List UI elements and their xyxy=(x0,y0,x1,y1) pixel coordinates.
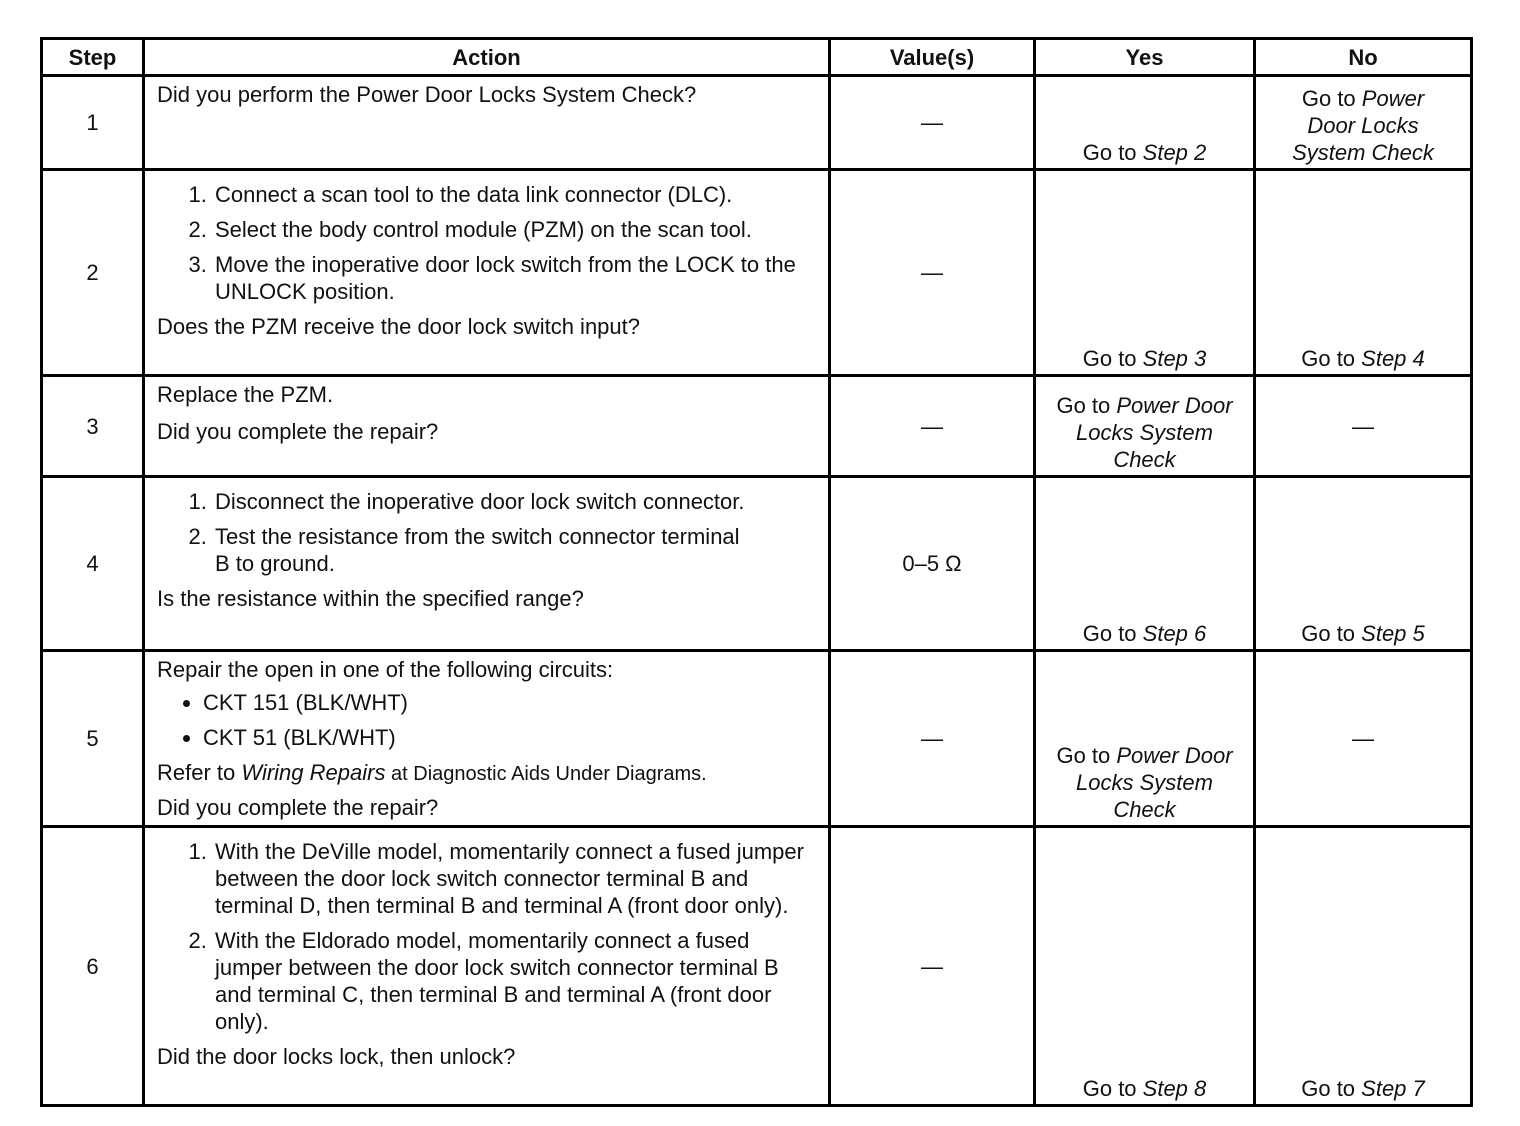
action-cell xyxy=(144,477,830,651)
table-row xyxy=(42,477,1472,651)
question-text: Did the door locks lock, then unlock? xyxy=(157,1044,516,1069)
list-item: 2. Test the resistance from the switch connector terminal B to ground. xyxy=(213,523,758,577)
step-number: 2 xyxy=(42,170,144,376)
yes-link[interactable]: Step 8 xyxy=(1142,1076,1207,1101)
list-item: 3. Move the inoperative door lock switch from the LOCK to the UNLOCK position. xyxy=(213,251,818,305)
no-cell: Go to Step 7 xyxy=(1255,827,1472,1106)
list-item: 1. Connect a scan tool to the data link connector (DLC). xyxy=(213,181,818,208)
list-item: 1. With the DeVille model, momentarily connect a fused jumper between the door lock switch connector terminal B and terminal D, then terminal B and terminal A (front door only). xyxy=(213,838,818,919)
header-yes: Yes xyxy=(1035,39,1255,76)
list-item: 2. Select the body control module (PZM) on the scan tool. xyxy=(213,216,818,243)
table-row xyxy=(42,76,1472,170)
no-cell: Go to Power Door Locks System Check xyxy=(1255,76,1472,170)
instruction-list xyxy=(157,488,818,577)
refer-text: Refer to Wiring Repairs at Diagnostic Aids Under Diagrams. xyxy=(157,760,707,785)
yes-cell: Go to Step 6 xyxy=(1035,477,1255,651)
table-row xyxy=(42,827,1472,1106)
yes-link[interactable]: Step 6 xyxy=(1142,621,1207,646)
question-text: Did you complete the repair? xyxy=(157,795,439,820)
step-number: 1 xyxy=(42,76,144,170)
value-cell: — xyxy=(830,76,1035,170)
yes-link[interactable]: Step 3 xyxy=(1142,346,1207,371)
no-cell: — xyxy=(1255,651,1472,827)
no-cell: Go to Step 4 xyxy=(1255,170,1472,376)
diagnostic-table xyxy=(40,37,1473,1107)
header-row xyxy=(42,39,1472,76)
action-cell xyxy=(144,376,830,477)
list-item: • CKT 51 (BLK/WHT) xyxy=(203,724,818,751)
no-cell: Go to Step 5 xyxy=(1255,477,1472,651)
yes-cell: Go to Step 3 xyxy=(1035,170,1255,376)
header-action: Action xyxy=(144,39,830,76)
question-text: Is the resistance within the specified range? xyxy=(157,586,584,611)
yes-cell: Go to Power Door Locks System Check xyxy=(1035,376,1255,477)
action-cell xyxy=(144,827,830,1106)
question-text: Did you complete the repair? xyxy=(157,419,439,444)
header-values: Value(s) xyxy=(830,39,1035,76)
intro-text: Replace the PZM. xyxy=(157,382,334,407)
no-link[interactable]: Step 7 xyxy=(1361,1076,1425,1101)
intro-text: Repair the open in one of the following circuits: xyxy=(157,657,614,682)
instruction-list xyxy=(157,838,818,1035)
yes-link[interactable]: Power Door Locks System Check xyxy=(1076,393,1233,472)
list-item: 2. With the Eldorado model, momentarily connect a fused jumper between the door lock switch connector terminal B and terminal C, then terminal B and terminal A (front door only). xyxy=(213,927,818,1035)
yes-cell: Go to Step 8 xyxy=(1035,827,1255,1106)
list-item: 1. Disconnect the inoperative door lock switch connector. xyxy=(213,488,758,515)
yes-cell: Go to Power Door Locks System Check xyxy=(1035,651,1255,827)
value-cell: — xyxy=(830,651,1035,827)
no-cell: — xyxy=(1255,376,1472,477)
table-row xyxy=(42,376,1472,477)
circuit-list xyxy=(157,689,818,751)
no-link[interactable]: Step 5 xyxy=(1361,621,1425,646)
header-step: Step xyxy=(42,39,144,76)
header-no: No xyxy=(1255,39,1472,76)
question-text: Does the PZM receive the door lock switch input? xyxy=(157,314,641,339)
table-row xyxy=(42,651,1472,827)
question-text: Did you perform the Power Door Locks System Check? xyxy=(157,82,697,107)
wiring-repairs-link[interactable]: Wiring Repairs xyxy=(241,760,386,785)
action-cell xyxy=(144,651,830,827)
action-cell xyxy=(144,76,830,170)
value-cell: — xyxy=(830,376,1035,477)
value-cell: — xyxy=(830,170,1035,376)
action-cell xyxy=(144,170,830,376)
yes-link[interactable]: Power Door Locks System Check xyxy=(1076,743,1233,822)
instruction-list xyxy=(157,181,818,305)
yes-cell: Go to Step 2 xyxy=(1035,76,1255,170)
no-link[interactable]: Step 4 xyxy=(1361,346,1425,371)
no-link[interactable]: Power Door Locks System Check xyxy=(1292,86,1434,165)
step-number: 3 xyxy=(42,376,144,477)
step-number: 6 xyxy=(42,827,144,1106)
value-cell: — xyxy=(830,827,1035,1106)
step-number: 4 xyxy=(42,477,144,651)
list-item: • CKT 151 (BLK/WHT) xyxy=(203,689,818,716)
yes-link[interactable]: Step 2 xyxy=(1142,140,1207,165)
value-cell: 0–5 Ω xyxy=(830,477,1035,651)
step-number: 5 xyxy=(42,651,144,827)
table-row xyxy=(42,170,1472,376)
